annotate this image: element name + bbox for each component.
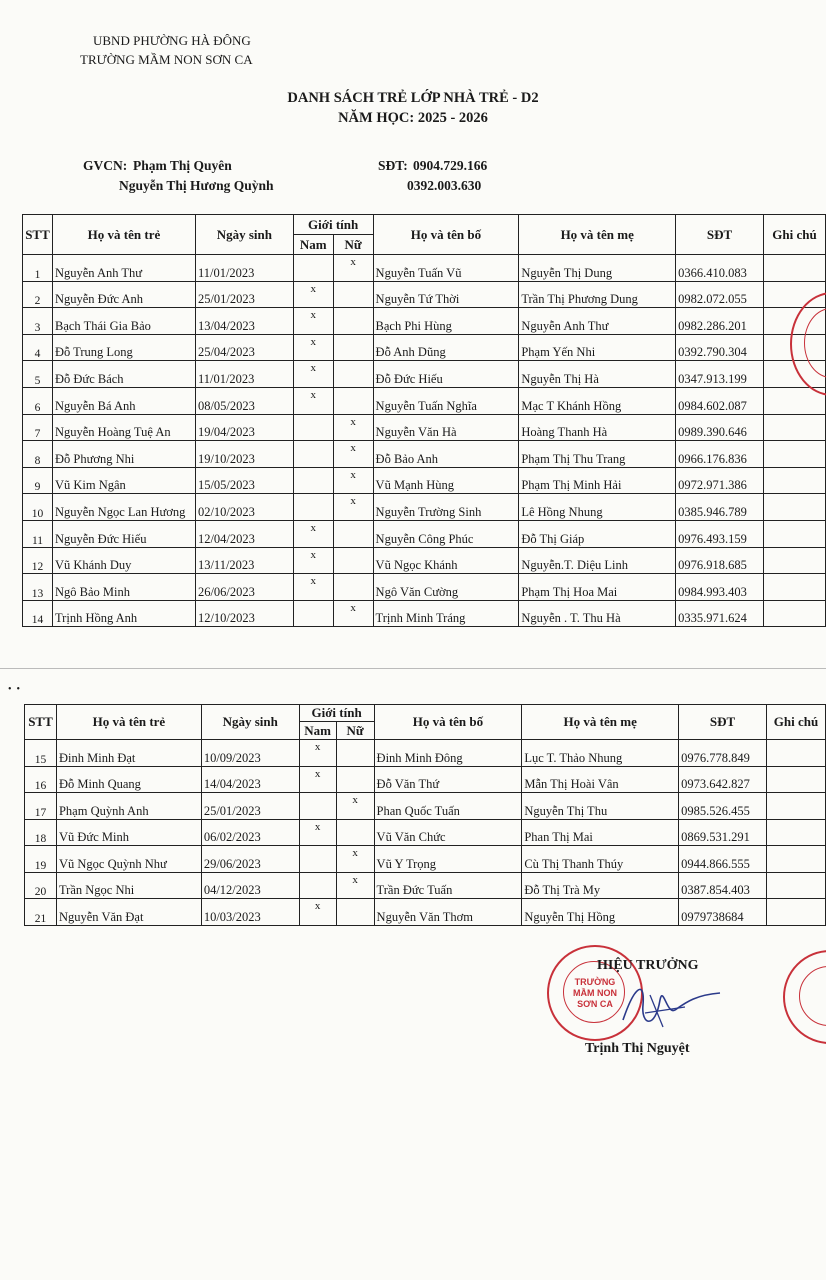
cell-phone: 0869.531.291 bbox=[679, 819, 767, 846]
cell-child-name: Vũ Đức Minh bbox=[56, 819, 201, 846]
cell-mother: Nguyễn.T. Diệu Linh bbox=[519, 547, 676, 574]
cell-male: x bbox=[293, 574, 333, 601]
cell-father: Nguyễn Tuấn Vũ bbox=[373, 255, 519, 282]
cell-female bbox=[333, 547, 373, 574]
cell-dob: 14/04/2023 bbox=[201, 766, 299, 793]
phone-label: SĐT: bbox=[378, 158, 408, 173]
cell-mother: Phạm Thị Minh Hải bbox=[519, 467, 676, 494]
cell-phone: 0982.072.055 bbox=[676, 281, 764, 308]
cell-child-name: Nguyễn Đức Hiếu bbox=[52, 520, 195, 547]
cell-female bbox=[333, 387, 373, 414]
col-gender: Giới tính bbox=[299, 705, 374, 722]
cell-female: x bbox=[336, 846, 374, 873]
cell-dob: 13/04/2023 bbox=[195, 308, 293, 335]
table-row bbox=[23, 414, 826, 441]
cell-mother: Đỗ Thị Giáp bbox=[519, 520, 676, 547]
cell-dob: 19/10/2023 bbox=[195, 441, 293, 468]
cell-dob: 19/04/2023 bbox=[195, 414, 293, 441]
cell-dob: 08/05/2023 bbox=[195, 387, 293, 414]
handwritten-signature bbox=[615, 975, 725, 1035]
table-row bbox=[23, 308, 826, 335]
cell-dob: 12/04/2023 bbox=[195, 520, 293, 547]
cell-mother: Đỗ Thị Trà My bbox=[522, 872, 679, 899]
cell-note bbox=[764, 414, 826, 441]
dot-mark: • • bbox=[8, 684, 21, 695]
col-father: Họ và tên bố bbox=[374, 705, 522, 740]
cell-child-name: Đỗ Đức Bách bbox=[52, 361, 195, 388]
table-row bbox=[25, 793, 826, 820]
cell-child-name: Đỗ Trung Long bbox=[52, 334, 195, 361]
cell-dob: 10/03/2023 bbox=[201, 899, 299, 926]
cell-child-name: Đỗ Phương Nhi bbox=[52, 441, 195, 468]
cell-father: Phan Quốc Tuấn bbox=[374, 793, 522, 820]
cell-mother: Nguyễn Thị Hồng bbox=[522, 899, 679, 926]
cell-male bbox=[293, 494, 333, 521]
cell-dob: 26/06/2023 bbox=[195, 574, 293, 601]
table-row bbox=[23, 361, 826, 388]
cell-note bbox=[764, 600, 826, 627]
cell-father: Bạch Phi Hùng bbox=[373, 308, 519, 335]
cell-phone: 0982.286.201 bbox=[676, 308, 764, 335]
cell-dob: 25/04/2023 bbox=[195, 334, 293, 361]
cell-child-name: Vũ Khánh Duy bbox=[52, 547, 195, 574]
cell-female: x bbox=[333, 600, 373, 627]
cell-female: x bbox=[333, 255, 373, 282]
teacher-name-2: Nguyễn Thị Hương Quỳnh bbox=[119, 178, 274, 193]
cell-dob: 11/01/2023 bbox=[195, 255, 293, 282]
teacher-label: GVCN: bbox=[83, 158, 128, 173]
cell-dob: 25/01/2023 bbox=[201, 793, 299, 820]
cell-stt: 4 bbox=[23, 334, 53, 361]
cell-dob: 11/01/2023 bbox=[195, 361, 293, 388]
cell-female bbox=[336, 899, 374, 926]
table-row bbox=[23, 574, 826, 601]
cell-male: x bbox=[299, 819, 336, 846]
cell-stt: 9 bbox=[23, 467, 53, 494]
school-seal: TRƯỜNG MẦM NON SƠN CA bbox=[547, 945, 643, 1041]
cell-father: Nguyễn Tuấn Nghĩa bbox=[373, 387, 519, 414]
cell-phone: 0944.866.555 bbox=[679, 846, 767, 873]
col-child-name: Họ và tên trẻ bbox=[56, 705, 201, 740]
cell-child-name: Vũ Ngọc Quỳnh Như bbox=[56, 846, 201, 873]
cell-child-name: Nguyễn Đức Anh bbox=[52, 281, 195, 308]
cell-phone: 0972.971.386 bbox=[676, 467, 764, 494]
cell-stt: 14 bbox=[23, 600, 53, 627]
cell-mother: Nguyễn Anh Thư bbox=[519, 308, 676, 335]
cell-female: x bbox=[336, 793, 374, 820]
cell-stt: 12 bbox=[23, 547, 53, 574]
table-row bbox=[25, 872, 826, 899]
cell-female bbox=[336, 740, 374, 767]
principal-name: Trịnh Thị Nguyệt bbox=[585, 1041, 690, 1056]
cell-father: Đỗ Văn Thứ bbox=[374, 766, 522, 793]
cell-stt: 10 bbox=[23, 494, 53, 521]
table-row bbox=[25, 819, 826, 846]
cell-male: x bbox=[293, 520, 333, 547]
table-row bbox=[25, 846, 826, 873]
cell-dob: 29/06/2023 bbox=[201, 846, 299, 873]
cell-note bbox=[764, 520, 826, 547]
cell-father: Đỗ Anh Dũng bbox=[373, 334, 519, 361]
col-stt: STT bbox=[23, 215, 53, 255]
cell-stt: 5 bbox=[23, 361, 53, 388]
cell-male bbox=[299, 846, 336, 873]
school-seal-partial bbox=[783, 950, 826, 1044]
cell-phone: 0979738684 bbox=[679, 899, 767, 926]
table-row bbox=[23, 334, 826, 361]
cell-mother: Nguyễn Thị Hà bbox=[519, 361, 676, 388]
cell-father: Đỗ Đức Hiếu bbox=[373, 361, 519, 388]
cell-stt: 11 bbox=[23, 520, 53, 547]
teacher-phone-1: 0904.729.166 bbox=[413, 158, 488, 173]
table-row bbox=[23, 520, 826, 547]
cell-male: x bbox=[293, 308, 333, 335]
school-name: TRƯỜNG MẦM NON SƠN CA bbox=[80, 52, 253, 67]
cell-stt: 1 bbox=[23, 255, 53, 282]
cell-mother: Trần Thị Phương Dung bbox=[519, 281, 676, 308]
cell-father: Nguyễn Trường Sinh bbox=[373, 494, 519, 521]
cell-female bbox=[333, 520, 373, 547]
org-name: UBND PHƯỜNG HÀ ĐÔNG bbox=[93, 33, 251, 48]
cell-stt: 3 bbox=[23, 308, 53, 335]
cell-father: Nguyễn Văn Hà bbox=[373, 414, 519, 441]
cell-note bbox=[764, 441, 826, 468]
cell-female bbox=[333, 361, 373, 388]
cell-father: Vũ Y Trọng bbox=[374, 846, 522, 873]
cell-male: x bbox=[293, 547, 333, 574]
table-row bbox=[23, 255, 826, 282]
cell-note bbox=[767, 740, 826, 767]
cell-child-name: Phạm Quỳnh Anh bbox=[56, 793, 201, 820]
cell-female: x bbox=[336, 872, 374, 899]
cell-stt: 6 bbox=[23, 387, 53, 414]
cell-child-name: Đinh Minh Đạt bbox=[56, 740, 201, 767]
cell-dob: 25/01/2023 bbox=[195, 281, 293, 308]
cell-mother: Nguyễn Thị Dung bbox=[519, 255, 676, 282]
cell-male bbox=[293, 600, 333, 627]
cell-male bbox=[299, 793, 336, 820]
col-mother: Họ và tên mẹ bbox=[522, 705, 679, 740]
cell-child-name: Vũ Kim Ngân bbox=[52, 467, 195, 494]
cell-note bbox=[767, 899, 826, 926]
cell-dob: 02/10/2023 bbox=[195, 494, 293, 521]
cell-mother: Mẫn Thị Hoài Vân bbox=[522, 766, 679, 793]
col-dob: Ngày sinh bbox=[201, 705, 299, 740]
cell-phone: 0966.176.836 bbox=[676, 441, 764, 468]
col-father: Họ và tên bố bbox=[373, 215, 519, 255]
cell-father: Trần Đức Tuấn bbox=[374, 872, 522, 899]
cell-father: Nguyễn Công Phúc bbox=[373, 520, 519, 547]
cell-phone: 0335.971.624 bbox=[676, 600, 764, 627]
cell-stt: 8 bbox=[23, 441, 53, 468]
col-female: Nữ bbox=[333, 235, 373, 255]
teacher-name-1: Phạm Thị Quyên bbox=[133, 158, 232, 173]
cell-stt: 18 bbox=[25, 819, 57, 846]
cell-father: Trịnh Minh Tráng bbox=[373, 600, 519, 627]
cell-phone: 0347.913.199 bbox=[676, 361, 764, 388]
children-table-1 bbox=[22, 214, 826, 627]
cell-father: Đinh Minh Đông bbox=[374, 740, 522, 767]
cell-male: x bbox=[293, 361, 333, 388]
cell-dob: 04/12/2023 bbox=[201, 872, 299, 899]
teacher-phone-2: 0392.003.630 bbox=[407, 178, 482, 193]
table-row bbox=[23, 547, 826, 574]
cell-child-name: Ngô Bảo Minh bbox=[52, 574, 195, 601]
cell-mother: Phan Thị Mai bbox=[522, 819, 679, 846]
cell-note bbox=[767, 846, 826, 873]
col-stt: STT bbox=[25, 705, 57, 740]
cell-father: Nguyễn Văn Thơm bbox=[374, 899, 522, 926]
cell-female bbox=[336, 766, 374, 793]
cell-male bbox=[293, 414, 333, 441]
cell-mother: Nguyễn Thị Thu bbox=[522, 793, 679, 820]
table-row bbox=[25, 766, 826, 793]
cell-phone: 0989.390.646 bbox=[676, 414, 764, 441]
col-female: Nữ bbox=[336, 722, 374, 740]
cell-child-name: Trịnh Hồng Anh bbox=[52, 600, 195, 627]
cell-male bbox=[293, 467, 333, 494]
cell-stt: 15 bbox=[25, 740, 57, 767]
cell-note bbox=[764, 574, 826, 601]
cell-female: x bbox=[333, 414, 373, 441]
cell-phone: 0976.918.685 bbox=[676, 547, 764, 574]
cell-child-name: Nguyễn Hoàng Tuệ An bbox=[52, 414, 195, 441]
cell-male: x bbox=[293, 334, 333, 361]
cell-female bbox=[336, 819, 374, 846]
cell-female: x bbox=[333, 494, 373, 521]
cell-mother: Phạm Thị Thu Trang bbox=[519, 441, 676, 468]
cell-stt: 17 bbox=[25, 793, 57, 820]
cell-child-name: Nguyễn Anh Thư bbox=[52, 255, 195, 282]
cell-mother: Nguyễn . T. Thu Hà bbox=[519, 600, 676, 627]
cell-female bbox=[333, 308, 373, 335]
cell-stt: 13 bbox=[23, 574, 53, 601]
cell-father: Vũ Văn Chức bbox=[374, 819, 522, 846]
cell-child-name: Nguyễn Ngọc Lan Hương bbox=[52, 494, 195, 521]
cell-male: x bbox=[299, 740, 336, 767]
cell-note bbox=[764, 494, 826, 521]
cell-female: x bbox=[333, 467, 373, 494]
cell-phone: 0976.778.849 bbox=[679, 740, 767, 767]
cell-phone: 0973.642.827 bbox=[679, 766, 767, 793]
cell-dob: 15/05/2023 bbox=[195, 467, 293, 494]
cell-mother: Lục T. Thảo Nhung bbox=[522, 740, 679, 767]
table-row bbox=[25, 740, 826, 767]
cell-stt: 19 bbox=[25, 846, 57, 873]
cell-dob: 12/10/2023 bbox=[195, 600, 293, 627]
cell-note bbox=[767, 766, 826, 793]
cell-phone: 0976.493.159 bbox=[676, 520, 764, 547]
table-row bbox=[23, 467, 826, 494]
school-year: NĂM HỌC: 2025 - 2026 bbox=[338, 110, 488, 126]
cell-note bbox=[767, 793, 826, 820]
cell-stt: 2 bbox=[23, 281, 53, 308]
children-table-2 bbox=[24, 704, 826, 926]
cell-phone: 0366.410.083 bbox=[676, 255, 764, 282]
cell-female bbox=[333, 334, 373, 361]
cell-father: Vũ Ngọc Khánh bbox=[373, 547, 519, 574]
cell-male bbox=[293, 255, 333, 282]
cell-mother: Hoàng Thanh Hà bbox=[519, 414, 676, 441]
table-row bbox=[23, 494, 826, 521]
cell-note bbox=[767, 872, 826, 899]
cell-mother: Cù Thị Thanh Thúy bbox=[522, 846, 679, 873]
cell-male bbox=[293, 441, 333, 468]
cell-child-name: Bạch Thái Gia Bảo bbox=[52, 308, 195, 335]
cell-male: x bbox=[299, 899, 336, 926]
cell-child-name: Nguyễn Bá Anh bbox=[52, 387, 195, 414]
cell-father: Ngô Văn Cường bbox=[373, 574, 519, 601]
cell-note bbox=[767, 819, 826, 846]
col-gender: Giới tính bbox=[293, 215, 373, 235]
cell-note bbox=[764, 467, 826, 494]
cell-note bbox=[764, 255, 826, 282]
cell-female bbox=[333, 574, 373, 601]
cell-male: x bbox=[293, 387, 333, 414]
cell-phone: 0385.946.789 bbox=[676, 494, 764, 521]
table-row bbox=[23, 600, 826, 627]
col-mother: Họ và tên mẹ bbox=[519, 215, 676, 255]
table-row bbox=[23, 441, 826, 468]
cell-mother: Phạm Thị Hoa Mai bbox=[519, 574, 676, 601]
cell-male bbox=[299, 872, 336, 899]
cell-phone: 0387.854.403 bbox=[679, 872, 767, 899]
cell-female bbox=[333, 281, 373, 308]
cell-dob: 06/02/2023 bbox=[201, 819, 299, 846]
cell-stt: 20 bbox=[25, 872, 57, 899]
col-dob: Ngày sinh bbox=[195, 215, 293, 255]
col-child-name: Họ và tên trẻ bbox=[52, 215, 195, 255]
col-note: Ghi chú bbox=[767, 705, 826, 740]
page-title: DANH SÁCH TRẺ LỚP NHÀ TRẺ - D2 bbox=[287, 90, 539, 106]
col-phone: SĐT bbox=[676, 215, 764, 255]
cell-male: x bbox=[299, 766, 336, 793]
col-male: Nam bbox=[293, 235, 333, 255]
col-phone: SĐT bbox=[679, 705, 767, 740]
cell-father: Nguyễn Tứ Thời bbox=[373, 281, 519, 308]
cell-female: x bbox=[333, 441, 373, 468]
cell-mother: Lê Hồng Nhung bbox=[519, 494, 676, 521]
cell-phone: 0392.790.304 bbox=[676, 334, 764, 361]
cell-stt: 16 bbox=[25, 766, 57, 793]
cell-father: Đỗ Bảo Anh bbox=[373, 441, 519, 468]
cell-phone: 0985.526.455 bbox=[679, 793, 767, 820]
cell-child-name: Đỗ Minh Quang bbox=[56, 766, 201, 793]
cell-male: x bbox=[293, 281, 333, 308]
cell-note bbox=[764, 547, 826, 574]
cell-dob: 10/09/2023 bbox=[201, 740, 299, 767]
cell-mother: Mạc T Khánh Hồng bbox=[519, 387, 676, 414]
col-note: Ghi chú bbox=[764, 215, 826, 255]
cell-child-name: Trần Ngọc Nhi bbox=[56, 872, 201, 899]
cell-phone: 0984.993.403 bbox=[676, 574, 764, 601]
cell-father: Vũ Mạnh Hùng bbox=[373, 467, 519, 494]
cell-stt: 21 bbox=[25, 899, 57, 926]
table-row bbox=[23, 387, 826, 414]
cell-mother: Phạm Yến Nhi bbox=[519, 334, 676, 361]
signature-title: HIỆU TRƯỞNG bbox=[597, 958, 699, 973]
table-row bbox=[23, 281, 826, 308]
cell-stt: 7 bbox=[23, 414, 53, 441]
cell-dob: 13/11/2023 bbox=[195, 547, 293, 574]
col-male: Nam bbox=[299, 722, 336, 740]
cell-phone: 0984.602.087 bbox=[676, 387, 764, 414]
cell-child-name: Nguyễn Văn Đạt bbox=[56, 899, 201, 926]
table-row bbox=[25, 899, 826, 926]
